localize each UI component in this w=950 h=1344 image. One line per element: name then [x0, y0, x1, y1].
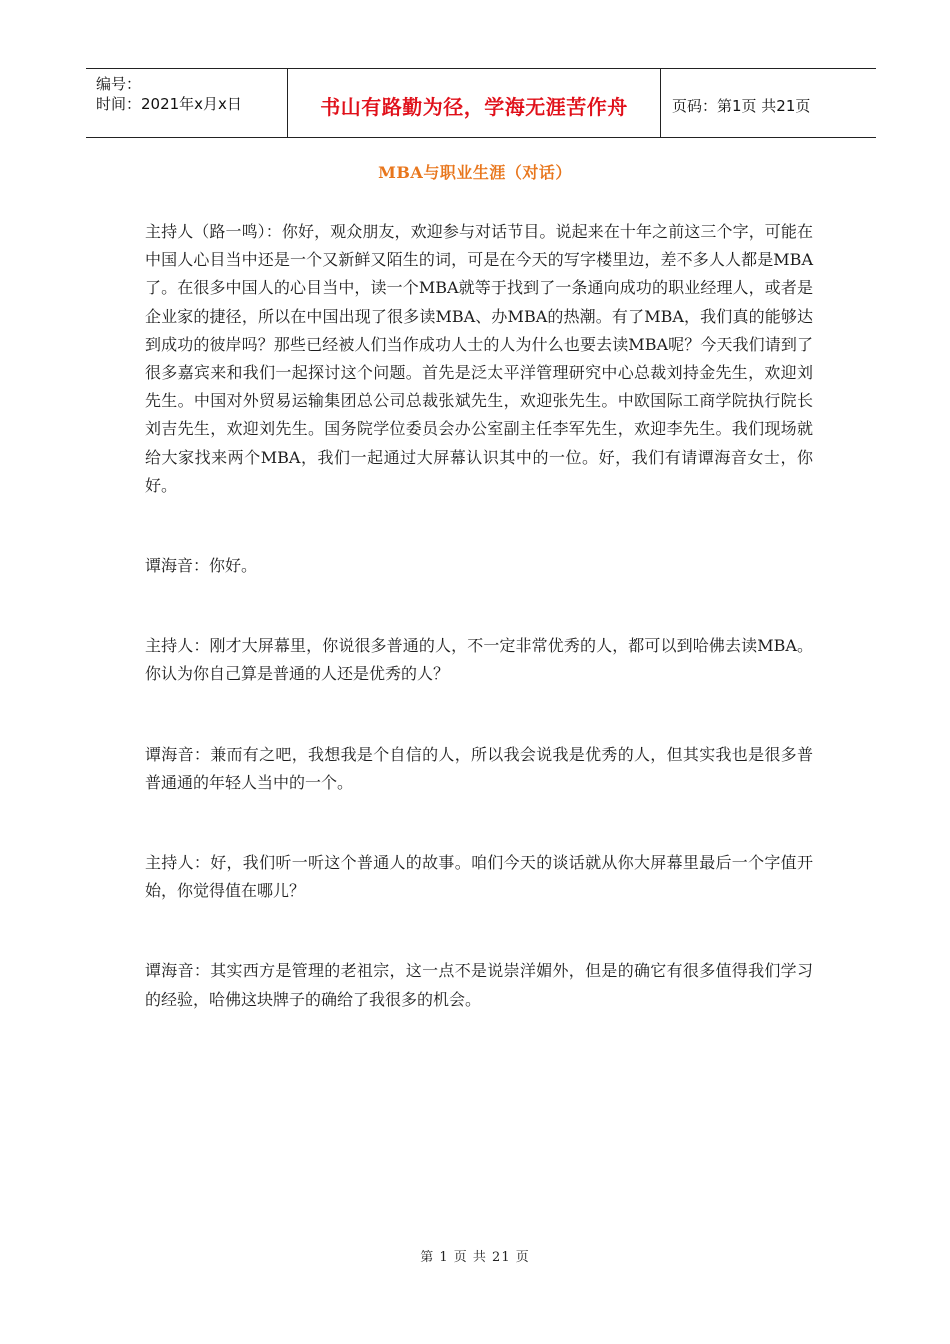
document-title: MBA与职业生涯（对话）	[378, 163, 572, 182]
paragraph: 主持人（路一鸣）：你好，观众朋友，欢迎参与对话节目。说起来在十年之前这三个字，可能在中国人心目当中还是一个又新鲜又陌生的词，可是在今天的写字楼里边，差不多人人都是MBA了。在很多中国人的心目当中，读一个MBA就等于找到了一条通向成功的职业经理人，或者是企业家的捷径，所以在中国出现了很多读MBA、办MBA的热潮。有了MBA，我们真的能够达到成功的彼岸吗？那些已经被人们当作成功人士的人为什么也要去读MBA呢？今天我们请到了很多嘉宾来和我们一起探讨这个问题。首先是泛太平洋管理研究中心总裁刘持金先生，欢迎刘先生。中国对外贸易运输集团总公司总裁张斌先生，欢迎张先生。中欧国际工商学院执行院长刘吉先生，欢迎刘先生。国务院学位委员会办公室副主任李军先生，欢迎李先生。我们现场就给大家找来两个MBA，我们一起通过大屏幕认识其中的一位。好，我们有请谭海音女士，你好。	[145, 222, 813, 495]
motto-text: 书山有路勤为径，学海无涯苦作舟	[320, 95, 628, 119]
page-footer: 第 1 页 共 21 页	[420, 1250, 530, 1265]
header-motto-cell	[288, 69, 661, 137]
paragraph: 谭海音：兼而有之吧，我想我是个自信的人，所以我会说我是优秀的人，但其实我也是很多普普通通的年轻人当中的一个。	[145, 744, 813, 792]
header-meta-cell	[86, 69, 288, 137]
paragraph: 主持人：好，我们听一听这个普通人的故事。咱们今天的谈话就从你大屏幕里最后一个字值开始，你觉得值在哪儿？	[145, 853, 813, 901]
paragraph: 谭海音：你好。	[145, 556, 258, 576]
time-label: 时间：2021年x月x日	[96, 95, 242, 113]
header-page-cell	[662, 69, 876, 137]
paragraph: 主持人：刚才大屏幕里，你说很多普通的人，不一定非常优秀的人，都可以到哈佛去读MBA。你认为你自己算是普通的人还是优秀的人？	[145, 636, 813, 684]
page-code: 页码：第1页 共21页	[672, 97, 811, 115]
document-header	[86, 68, 876, 138]
code-label: 编号：	[96, 75, 142, 93]
paragraph: 谭海音：其实西方是管理的老祖宗，这一点不是说崇洋媚外，但是的确它有很多值得我们学习的经验，哈佛这块牌子的确给了我很多的机会。	[145, 961, 813, 1009]
document-body	[145, 218, 813, 1066]
